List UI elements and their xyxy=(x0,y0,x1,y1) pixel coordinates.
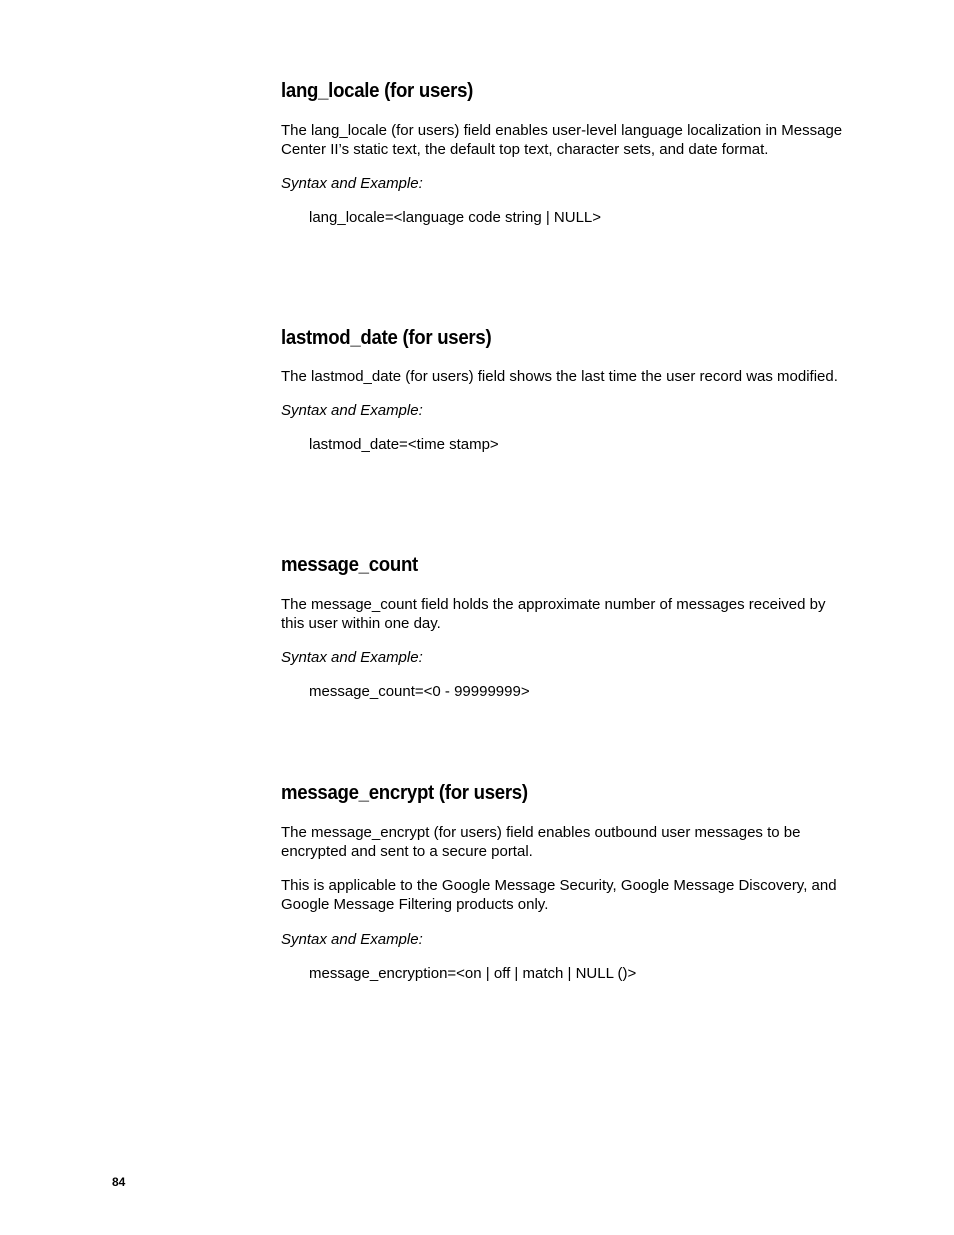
syntax-example: lang_locale=<language code string | NULL> xyxy=(309,209,602,226)
section-paragraph: This is applicable to the Google Message Security, Google Message Discovery, and Google Message Filtering products only. xyxy=(281,877,837,913)
page-number: 84 xyxy=(112,1175,126,1189)
section-message-count xyxy=(281,553,846,701)
section-heading: message_count xyxy=(281,554,418,576)
section-heading: message_encrypt (for users) xyxy=(281,782,528,804)
syntax-label: Syntax and Example: xyxy=(281,931,423,948)
syntax-example: message_count=<0 - 99999999> xyxy=(309,683,530,700)
syntax-label: Syntax and Example: xyxy=(281,402,423,419)
section-lang-locale xyxy=(281,79,846,227)
syntax-example: message_encryption=<on | off | match | NULL ()> xyxy=(309,965,637,982)
section-paragraph: The lastmod_date (for users) field shows the last time the user record was modified. xyxy=(281,368,838,385)
syntax-label: Syntax and Example: xyxy=(281,175,423,192)
section-heading: lastmod_date (for users) xyxy=(281,327,492,349)
section-paragraph: The lang_locale (for users) field enables user-level language localization in Message Center II’s static text, the default top text, character sets, and date format. xyxy=(281,122,843,158)
syntax-label: Syntax and Example: xyxy=(281,649,423,666)
section-paragraph: The message_count field holds the approximate number of messages received by this user within one day. xyxy=(281,596,826,632)
section-paragraph: The message_encrypt (for users) field enables outbound user messages to be encrypted and sent to a secure portal. xyxy=(281,824,801,860)
syntax-example: lastmod_date=<time stamp> xyxy=(309,436,499,453)
section-message-encrypt xyxy=(281,781,846,983)
section-heading: lang_locale (for users) xyxy=(281,80,474,102)
section-lastmod-date xyxy=(281,326,846,454)
